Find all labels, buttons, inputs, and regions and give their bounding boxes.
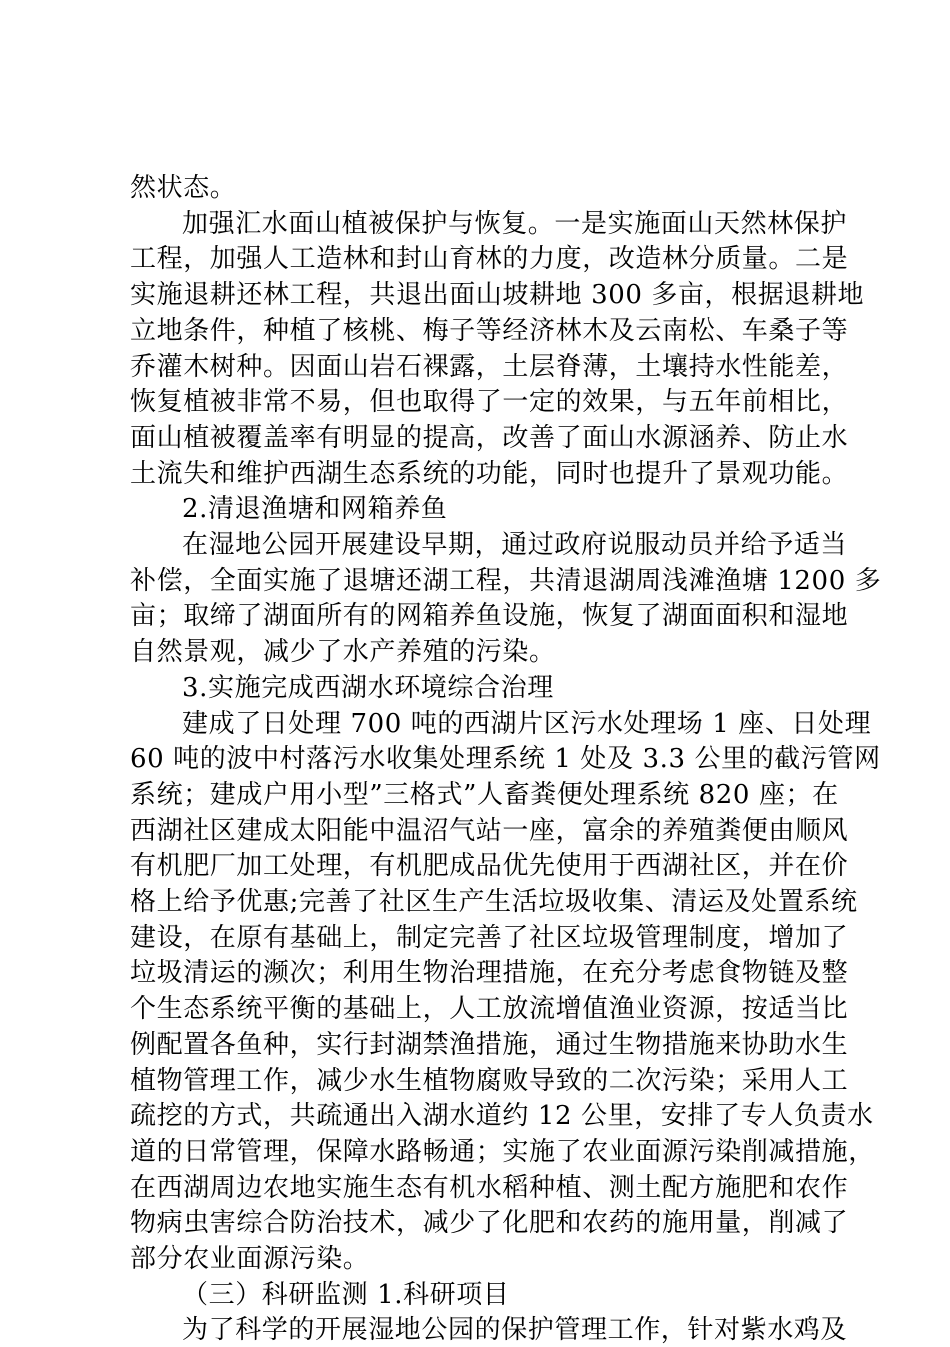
text-line: 60 吨的波中村落污水收集处理系统 1 处及 3.3 公里的截污管网 <box>130 744 881 774</box>
paragraph-start-line: 为了科学的开展湿地公园的保护管理工作，针对紫水鸡及 <box>182 1315 848 1345</box>
text-line: 乔灌木树种。因面山岩石裸露，土层脊薄，土壤持水性能差， <box>130 352 849 382</box>
text-line: 例配置各鱼种，实行封湖禁渔措施，通过生物措施来协助水生 <box>130 1030 849 1060</box>
text-line: 系统；建成户用小型”三格式”人畜粪便处理系统 820 座；在 <box>130 780 839 810</box>
text-line: 实施退耕还林工程，共退出面山坡耕地 300 多亩，根据退耕地 <box>130 280 865 310</box>
text-line: 个生态系统平衡的基础上，人工放流增值渔业资源，按适当比 <box>130 994 849 1024</box>
text-line: 土流失和维护西湖生态系统的功能，同时也提升了景观功能。 <box>130 459 849 489</box>
section-heading: 2.清退渔塘和网箱养鱼 <box>182 494 448 524</box>
text-line: 有机肥厂加工处理，有机肥成品优先使用于西湖社区，并在价 <box>130 851 849 881</box>
text-line: 格上给予优惠;完善了社区生产生活垃圾收集、清运及处置系统 <box>130 887 858 917</box>
text-line: 部分农业面源污染。 <box>130 1244 370 1274</box>
paragraph-start-line: 加强汇水面山植被保护与恢复。一是实施面山天然林保护 <box>182 209 848 239</box>
text-line: 工程，加强人工造林和封山育林的力度，改造林分质量。二是 <box>130 244 849 274</box>
text-line: 自然景观，减少了水产养殖的污染。 <box>130 637 556 667</box>
text-line: 物病虫害综合防治技术，减少了化肥和农药的施用量，削减了 <box>130 1208 849 1238</box>
text-line: 补偿，全面实施了退塘还湖工程，共清退湖周浅滩渔塘 1200 多 <box>130 566 882 596</box>
text-line: 建设，在原有基础上，制定完善了社区垃圾管理制度，增加了 <box>130 923 849 953</box>
text-line: 垃圾清运的濒次；利用生物治理措施，在充分考虑食物链及整 <box>130 958 849 988</box>
text-line: 疏挖的方式，共疏通出入湖水道约 12 公里，安排了专人负责水 <box>130 1101 874 1131</box>
paragraph-start-line: 在湿地公园开展建设早期，通过政府说服动员并给予适当 <box>182 530 848 560</box>
section-heading: 3.实施完成西湖水环境综合治理 <box>182 673 554 703</box>
text-line: 立地条件，种植了核桃、梅子等经济林木及云南松、车桑子等 <box>130 316 849 346</box>
text-line: 在西湖周边农地实施生态有机水稻种植、测土配方施肥和农作 <box>130 1173 849 1203</box>
text-line: 面山植被覆盖率有明显的提高，改善了面山水源涵养、防止水 <box>130 423 849 453</box>
section-heading: （三）科研监测 1.科研项目 <box>182 1280 510 1310</box>
text-line: 道的日常管理，保障水路畅通；实施了农业面源污染削减措施， <box>130 1137 875 1167</box>
paragraph-start-line: 建成了日处理 700 吨的西湖片区污水处理场 1 座、日处理 <box>182 709 872 739</box>
text-line: 然状态。 <box>130 173 237 203</box>
text-line: 亩；取缔了湖面所有的网箱养鱼设施，恢复了湖面面积和湿地 <box>130 601 849 631</box>
text-line: 植物管理工作，减少水生植物腐败导致的二次污染；采用人工 <box>130 1066 849 1096</box>
text-line: 西湖社区建成太阳能中温沼气站一座，富余的养殖粪便由顺风 <box>130 816 849 846</box>
text-line: 恢复植被非常不易，但也取得了一定的效果，与五年前相比， <box>130 387 849 417</box>
